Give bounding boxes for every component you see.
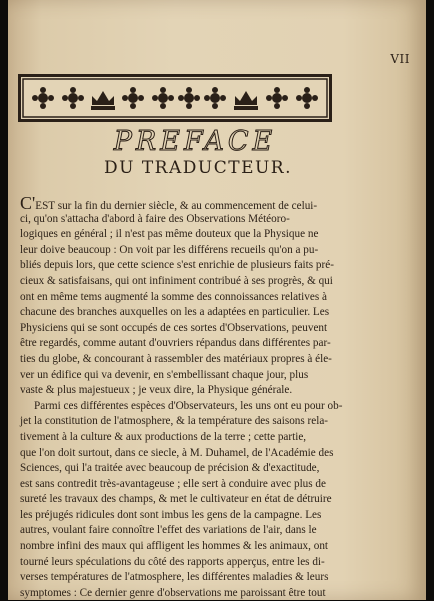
text-line: ver un édifice qui va devenir, en s'embellissant chaque jour, plus	[20, 368, 309, 381]
text-line: leur doive beaucoup : On voit par les différens recueils qu'on a pu-	[20, 243, 319, 256]
preface-subtitle: DU TRADUCTEUR.	[103, 158, 293, 178]
text-line: être regardés, comme autant d'ouvriers répandus dans différentes par-	[20, 337, 331, 350]
text-line: Parmi ces différentes espèces d'Observateurs, les uns ont eu pour ob-	[34, 399, 343, 412]
text-line: nombre infini des maux qui affligent les hommes & les animaux, ont	[20, 540, 329, 553]
text-line: logiques en général ; il n'est pas même douteux que la Physique ne	[20, 228, 319, 241]
text-line: cieux & satisfaisans, qui ont infiniment contribué à ses progrès, & qui	[20, 274, 333, 287]
preface-title: PREFACE	[113, 126, 277, 157]
page-number: VII	[390, 52, 410, 66]
text-line: tourné leurs spéculations du côté des rapports apperçus, entre les di-	[20, 555, 325, 568]
text-line: chacune des branches auxquelles on les a adaptées en particulier. Les	[20, 306, 330, 319]
text-line: autres, voulant faire connoître l'effet des variations de l'air, dans le	[20, 524, 317, 537]
text-line: Sciences, qui l'a traitée avec beaucoup de précision & d'exactitude,	[20, 462, 320, 475]
text-line: jet la constitution de l'atmosphere, & la température des saisons rela-	[20, 415, 329, 428]
text-line: tivement à la culture & aux productions de la terre ; cette partie,	[20, 430, 307, 443]
text-line: ci, qu'on s'attacha d'abord à faire des Observations Météoro-	[20, 212, 290, 225]
text-line: Physiciens qui se sont occupés de ces sortes d'Observations, peuvent	[20, 321, 328, 334]
headpiece-ornament-icon	[21, 77, 329, 119]
title-rule	[68, 186, 338, 187]
ornamental-headpiece	[18, 74, 332, 122]
text-line: sureté les travaux des champs, & met le cultivateur en état de détruire	[20, 493, 332, 506]
text-line: ont en même tems augmenté la somme des connoissances relatives à	[20, 290, 327, 303]
text-line: que l'on doit surtout, dans ce siecle, à M. Duhamel, de l'Académie des	[20, 446, 334, 459]
text-line: les préjugés ridicules dont sont imbus les gens de la campagne. Les	[20, 508, 322, 521]
text-line: est sans contredit très-avantageuse ; elle sert à conduire avec plus de	[20, 477, 326, 490]
book-page	[8, 0, 426, 600]
body-text	[20, 193, 416, 601]
text-line: ties du globe, & concourant à rassembler des matériaux propres à éle-	[20, 352, 332, 365]
text-line: symptomes : Ce dernier genre d'observations me paroissant être tout	[20, 586, 326, 599]
text-line: verses températures de l'atmosphere, les différentes maladies & leurs	[20, 571, 329, 584]
text-line: vaste & plus majestueux ; je veux dire, la Physique générale.	[20, 384, 293, 397]
text-line: bliés depuis lors, que cette science s'est enrichie de plusieurs faits pré-	[20, 259, 334, 272]
text-line: C'EST sur la fin du dernier siècle, & au commencement de celui-	[20, 193, 318, 213]
